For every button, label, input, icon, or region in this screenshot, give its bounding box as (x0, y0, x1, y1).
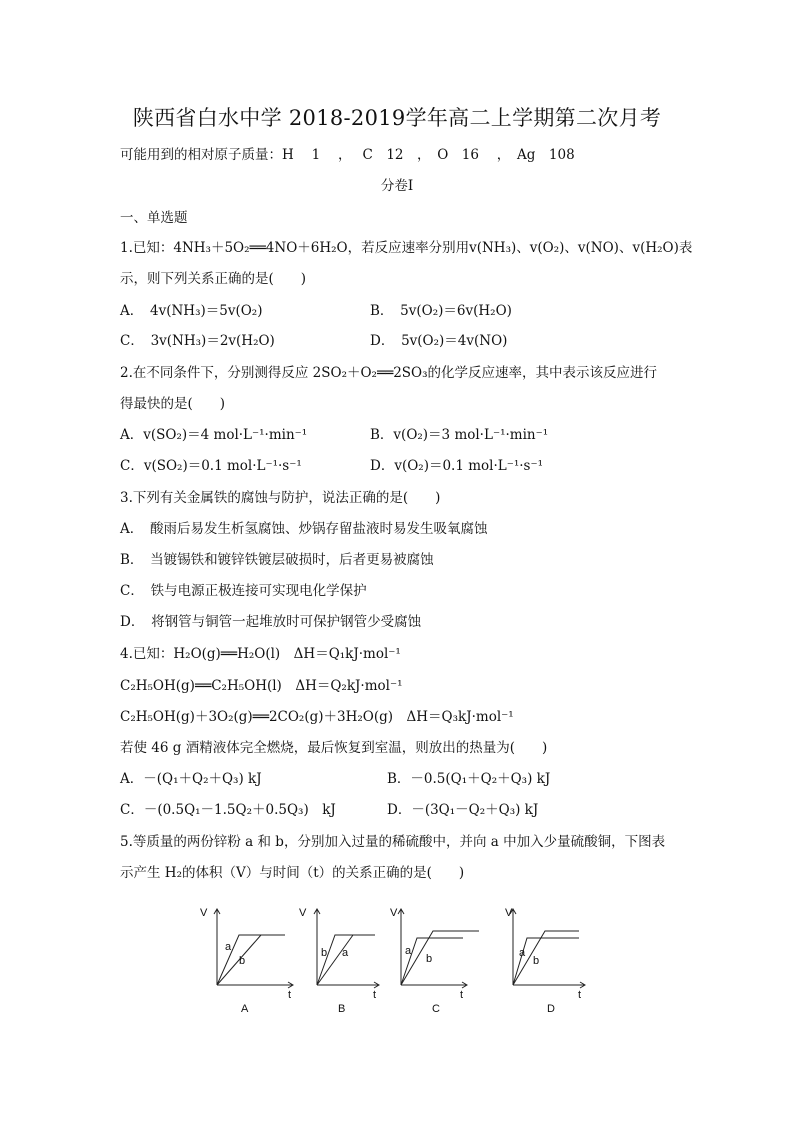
q4-option-b: B．－0.5(Q₁＋Q₂＋Q₃) kJ (387, 771, 551, 787)
graph-c-curve-b (401, 931, 479, 985)
graph-c-v-label: V (390, 907, 398, 919)
graph-c-label-a: a (405, 945, 412, 957)
graph-d-caption: D (547, 1003, 555, 1015)
graph-a-v-label: V (200, 907, 208, 919)
q4-equation-1: 4.已知：H₂O(g)══H₂O(l) ΔH＝Q₁kJ·mol⁻¹ (120, 646, 401, 662)
q5-graphs-svg (195, 903, 605, 1023)
q2-option-d: D．v(O₂)＝0.1 mol·L⁻¹·s⁻¹ (370, 458, 544, 474)
q2-stem-line1: 2.在不同条件下，分别测得反应 2SO₂＋O₂══2SO₃的化学反应速率，其中表示该反应进行 (120, 365, 658, 381)
graph-b-v-label: V (299, 907, 307, 919)
q5-stem-line1: 5.等质量的两份锌粉 a 和 b，分别加入过量的稀硫酸中，并向 a 中加入少量硫酸铜，下图表 (120, 834, 666, 850)
graph-d-t-label: t (578, 989, 582, 1001)
q3-option-a: A． 酸雨后易发生析氢腐蚀、炒锅存留盐液时易发生吸氧腐蚀 (120, 521, 488, 537)
graph-c-t-label: t (460, 989, 464, 1001)
q4-option-c: C．－(0.5Q₁－1.5Q₂＋0.5Q₃) kJ (120, 802, 336, 818)
atomic-mass-line: 可能用到的相对原子质量：H 1 ， C 12 ， O 16 ， Ag 108 (120, 147, 575, 163)
q1-option-d: D． 5v(O₂)＝4v(NO) (370, 333, 508, 349)
graph-c-label-b: b (426, 953, 433, 965)
q1-option-b: B． 5v(O₂)＝6v(H₂O) (370, 303, 512, 319)
q3-option-c: C． 铁与电源正极连接可实现电化学保护 (120, 583, 367, 599)
q2-option-a: A．v(SO₂)＝4 mol·L⁻¹·min⁻¹ (120, 427, 308, 443)
graph-b-caption: B (338, 1003, 346, 1015)
q3-stem: 3.下列有关金属铁的腐蚀与防护，说法正确的是( ) (120, 490, 441, 506)
q2-option-c: C．v(SO₂)＝0.1 mol·L⁻¹·s⁻¹ (120, 458, 302, 474)
page-title: 陕西省白水中学 2018-2019学年高二上学期第二次月考 (132, 106, 662, 130)
q5-stem-line2: 示产生 H₂的体积（V）与时间（t）的关系正确的是( ) (120, 865, 465, 881)
graph-c-caption: C (432, 1003, 440, 1015)
graph-b-curve-a (317, 935, 353, 985)
graph-b-label-a: a (342, 947, 349, 959)
section-heading: 一、单选题 (120, 210, 188, 226)
q1-option-c: C． 3v(NH₃)＝2v(H₂O) (120, 333, 275, 349)
q2-stem-line2: 得最快的是( ) (120, 396, 226, 412)
graph-a-label-a: a (225, 941, 232, 953)
q1-stem-line1: 1.已知：4NH₃＋5O₂══4NO＋6H₂O，若反应速率分别用v(NH₃)、v(O₂)、v(NO)、v(H₂O)表 (120, 240, 693, 256)
graph-a-caption: A (241, 1003, 249, 1015)
q4-option-d: D．－(3Q₁－Q₂＋Q₃) kJ (387, 802, 539, 818)
graph-d-label-b: b (533, 955, 540, 967)
q4-stem: 若使 46 g 酒精液体完全燃烧，最后恢复到室温，则放出的热量为( ) (120, 740, 548, 756)
q3-option-d: D． 将钢管与铜管一起堆放时可保护钢管少受腐蚀 (120, 614, 422, 630)
q4-equation-3: C₂H₅OH(g)＋3O₂(g)══2CO₂(g)＋3H₂O(g) ΔH＝Q₃kJ·mol⁻¹ (120, 709, 514, 725)
graph-b-label-b: b (321, 947, 328, 959)
q1-stem-line2: 示，则下列关系正确的是( ) (120, 271, 307, 287)
q5-graphs (195, 903, 605, 1023)
graph-d-v-label: V (505, 907, 513, 919)
graph-b-curve-b (317, 935, 375, 985)
q3-option-b: B． 当镀锡铁和镀锌铁镀层破损时，后者更易被腐蚀 (120, 552, 434, 568)
graph-a-t-label: t (288, 989, 292, 1001)
graph-b-t-label: t (373, 989, 377, 1001)
q4-option-a: A．－(Q₁＋Q₂＋Q₃) kJ (120, 771, 262, 787)
graph-a-label-b: b (239, 955, 246, 967)
q1-option-a: A． 4v(NH₃)＝5v(O₂) (120, 303, 263, 319)
volume-label: 分卷I (380, 178, 414, 194)
graph-d-curve-a (513, 938, 579, 985)
q4-equation-2: C₂H₅OH(g)══C₂H₅OH(l) ΔH＝Q₂kJ·mol⁻¹ (120, 678, 403, 694)
graph-d-label-a: a (519, 947, 526, 959)
q2-option-b: B．v(O₂)＝3 mol·L⁻¹·min⁻¹ (370, 427, 549, 443)
